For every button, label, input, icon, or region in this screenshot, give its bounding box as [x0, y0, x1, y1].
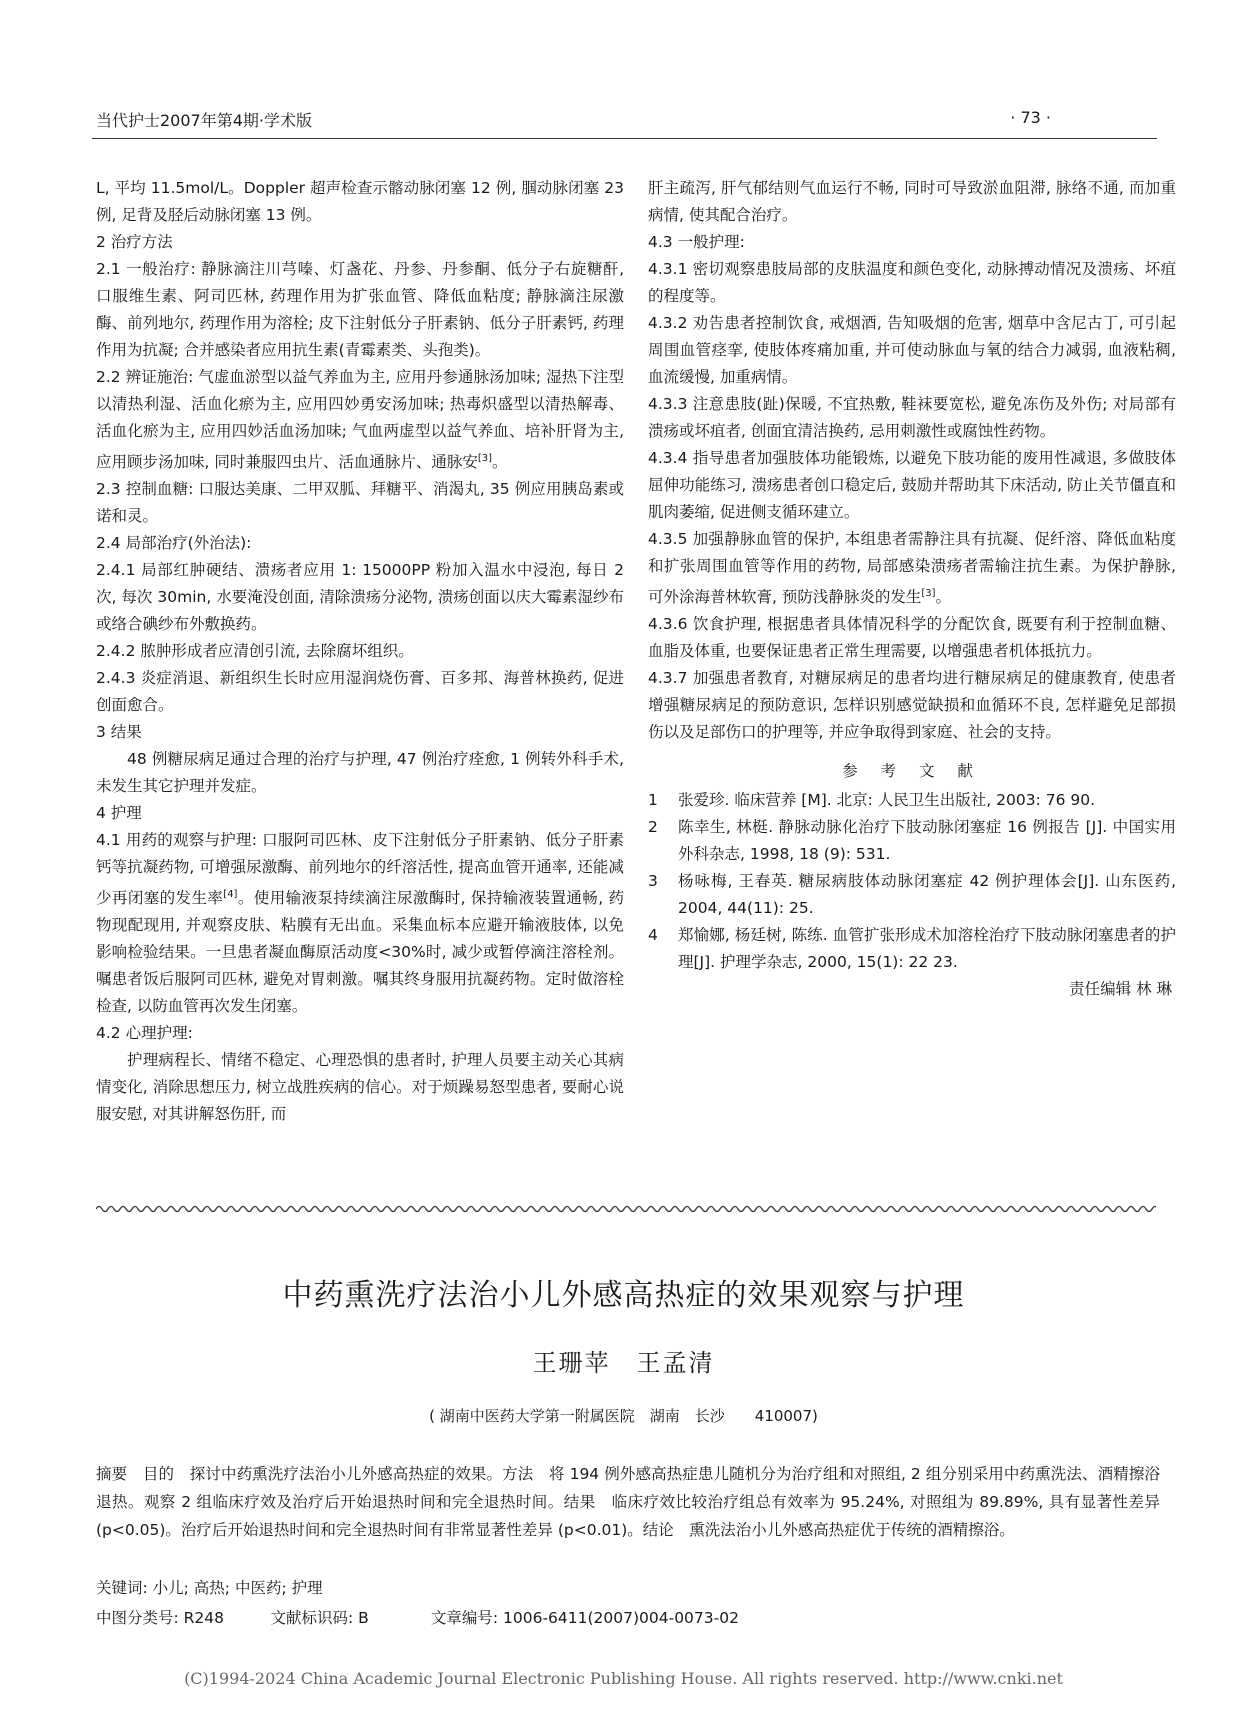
page-number: · 73 · — [1010, 108, 1051, 127]
section-heading: 4.2 心理护理: — [96, 1024, 193, 1043]
paragraph: 2.4.3 炎症消退、新组织生长时应用湿润烧伤膏、百多邦、海普林换药, 促进创面愈合。 — [96, 669, 624, 715]
citation-marker: [4] — [223, 889, 238, 901]
reference-text: 张爱珍. 临床营养 [M]. 北京: 人民卫生出版社, 2003: 76 90. — [678, 791, 1096, 810]
reference-list — [648, 787, 1176, 976]
responsible-editor: 责任编辑 林 琳 — [1069, 980, 1172, 999]
paragraph: 护理病程长、情绪不稳定、心理恐惧的患者时, 护理人员要主动关心其病情变化, 消除思想压力, 树立战胜疾病的信心。对于烦躁易怒型患者, 要耐心说服安慰, 对其讲解怒伤肝, 而 — [96, 1051, 624, 1124]
paragraph: 2.1 一般治疗: 静脉滴注川芎嗪、灯盏花、丹参、丹参酮、低分子右旋糖酐, 口服维生素、阿司匹林, 药理作用为扩张血管、降低血粘度; 静脉滴注尿激酶、前列地尔, 药理作用为溶栓; 皮下注射低分子肝素钠、低分子肝素钙, 药理作用为抗凝; 合并感染者应用抗生素(青霉素类、头孢类)。 — [96, 260, 624, 359]
author-affiliation: ( 湖南中医药大学第一附属医院 湖南 长沙 410007) — [429, 1407, 818, 1425]
classification-line — [96, 1606, 739, 1628]
citation-marker: [3] — [921, 588, 936, 599]
paragraph: 肝主疏泻, 肝气郁结则气血运行不畅, 同时可导致淤血阻滞, 脉络不通, 而加重病情, 使其配合治疗。 — [648, 179, 1176, 224]
paragraph: L, 平均 11.5mol/L。Doppler 超声检查示髂动脉闭塞 12 例, 腘动脉闭塞 23 例, 足背及胫后动脉闭塞 13 例。 — [96, 179, 624, 224]
paragraph: 4.3.3 注意患肢(趾)保暖, 不宜热敷, 鞋袜要宽松, 避免冻伤及外伤; 对局部有溃疡或坏疽者, 创面宜清洁换药, 忌用刺激性或腐蚀性药物。 — [648, 395, 1176, 440]
reference-text: 杨咏梅, 王春英. 糖尿病肢体动脉闭塞症 42 例护理体会[J]. 山东医药, 2004, 44(11): 25. — [678, 872, 1176, 918]
paragraph: 2.4.1 局部红肿硬结、溃疡者应用 1: 15000PP 粉加入温水中浸泡, 每日 2 次, 每次 30min, 水要淹没创面, 清除溃疡分泌物, 溃疡创面以庆大霉素湿纱布或络合碘纱布外敷换药。 — [96, 561, 624, 634]
section-heading: 3 结果 — [96, 723, 142, 742]
copyright-notice: (C)1994-2024 China Academic Journal Electronic Publishing House. All rights reserved. http://www.cnki.net — [184, 1669, 1063, 1688]
paragraph: 2.4.2 脓肿形成者应清创引流, 去除腐坏组织。 — [96, 642, 414, 661]
section-heading: 4.3 一般护理: — [648, 233, 745, 251]
article-keywords: 关键词: 小儿; 高热; 中医药; 护理 — [96, 1579, 323, 1597]
header-rule — [92, 138, 1157, 139]
paragraph: 4.1 用药的观察与护理: 口服阿司匹林、皮下注射低分子肝素钠、低分子肝素钙等抗凝药物, 可增强尿激酶、前列地尔的纤溶活性, 提高血管开通率, 还能减少再闭塞的发生率[4]。使用输液泵持续滴注尿激酶时, 保持输液装置通畅, 药物现配现用, 并观察皮肤、粘膜有无出血。采集血标本应避开输液肢体, 以免影响检验结果。一旦患者凝血酶原活动度<30%时, 减少或暂停滴注溶栓剂。嘱患者饭后服阿司匹林, 避免对胃刺激。嘱其终身服用抗凝药物。定时做溶栓检查, 以防血管再次发生闭塞。 — [96, 831, 624, 1016]
reference-item — [648, 868, 1176, 922]
references-title: 参 考 文 献 — [842, 762, 982, 781]
right-column-body — [648, 175, 1176, 746]
reference-number: 4 — [648, 926, 658, 945]
paragraph: 2.3 控制血糖: 口服达美康、二甲双胍、拜糖平、消渴丸, 35 例应用胰岛素或诺和灵。 — [96, 480, 624, 526]
article-authors: 王珊苹 王孟清 — [532, 1349, 715, 1377]
left-column — [96, 175, 624, 1128]
article-number: 文章编号: 1006-6411(2007)004-0073-02 — [430, 1609, 739, 1627]
reference-item — [648, 787, 1176, 814]
right-column — [648, 175, 1176, 1003]
article-title: 中药熏洗疗法治小儿外感高热症的效果观察与护理 — [282, 1278, 965, 1313]
reference-number: 1 — [648, 791, 658, 810]
paragraph: 4.3.5 加强静脉血管的保护, 本组患者需静注具有抗凝、促纤溶、降低血粘度和扩张周围血管等作用的药物, 局部感染溃疡者需输注抗生素。为保护静脉, 可外涂海普林软膏, 预防浅静脉炎的发生[3]。 — [648, 530, 1176, 607]
document-code: 文献标识码: B — [270, 1609, 369, 1627]
paragraph: 4.3.7 加强患者教育, 对糖尿病足的患者均进行糖尿病足的健康教育, 使患者增强糖尿病足的预防意识, 怎样识别感觉缺损和血循环不良, 怎样避免足部损伤以及足部伤口的护理等, 并应争取得到家庭、社会的支持。 — [648, 669, 1176, 742]
reference-number: 2 — [648, 818, 658, 837]
section-heading: 2.4 局部治疗(外治法): — [96, 534, 252, 553]
section-heading: 2 治疗方法 — [96, 233, 173, 251]
section-divider — [96, 1203, 1156, 1215]
reference-text: 陈幸生, 林梃. 静脉动脉化治疗下肢动脉闭塞症 16 例报告 [J]. 中国实用外科杂志, 1998, 18 (9): 531. — [678, 818, 1176, 864]
article-abstract: 摘要 目的 探讨中药熏洗疗法治小儿外感高热症的效果。方法 将 194 例外感高热症患儿随机分为治疗组和对照组, 2 组分别采用中药熏洗法、酒精擦浴退热。观察 2 组临床疗效及治疗后开始退热时间和完全退热时间。结果 临床疗效比较治疗组总有效率为 95.24%, 对照组为 89.89%, 具有显著性差异 (p<0.05)。治疗后开始退热时间和完全退热时间有非常显著性差异 (p<0.01)。结论 熏洗法治小儿外感高热症优于传统的酒精擦浴。 — [96, 1465, 1160, 1539]
reference-text: 郑愉娜, 杨廷树, 陈练. 血管扩张形成术加溶栓治疗下肢动脉闭塞患者的护理[J]. 护理学杂志, 2000, 15(1): 22 23. — [678, 926, 1176, 972]
journal-header: 当代护士2007年第4期·学术版 — [96, 111, 312, 130]
paragraph: 4.3.2 劝告患者控制饮食, 戒烟酒, 告知吸烟的危害, 烟草中含尼古丁, 可引起周围血管痉挛, 使肢体疼痛加重, 并可使动脉血与氧的结合力减弱, 血液粘稠, 血流缓慢, 加重病情。 — [648, 314, 1176, 386]
paragraph: 2.2 辨证施治: 气虚血淤型以益气养血为主, 应用丹参通脉汤加味; 湿热下注型以清热利湿、活血化瘀为主, 应用四妙勇安汤加味; 热毒炽盛型以清热解毒、活血化瘀为主, 应用四妙活血汤加味; 气血两虚型以益气养血、培补肝肾为主, 应用顾步汤加味, 同时兼服四虫片、活血通脉片、通脉安[3]。 — [96, 368, 624, 472]
paragraph: 48 例糖尿病足通过合理的治疗与护理, 47 例治疗痊愈, 1 例转外科手术, 未发生其它护理并发症。 — [96, 750, 624, 796]
class-number: 中图分类号: R248 — [96, 1609, 225, 1627]
paragraph: 4.3.6 饮食护理, 根据患者具体情况科学的分配饮食, 既要有利于控制血糖、血脂及体重, 也要保证患者正常生理需要, 以增强患者机体抵抗力。 — [648, 615, 1176, 661]
reference-item — [648, 814, 1176, 868]
section-heading: 4 护理 — [96, 804, 142, 823]
citation-marker: [3] — [477, 453, 493, 464]
paragraph: 4.3.4 指导患者加强肢体功能锻炼, 以避免下肢功能的废用性减退, 多做肢体屈伸功能练习, 溃疡患者创口稳定后, 鼓励并帮助其下床活动, 防止关节僵直和肌肉萎缩, 促进侧支循环建立。 — [648, 449, 1176, 521]
reference-item — [648, 922, 1176, 976]
reference-number: 3 — [648, 872, 658, 891]
paragraph: 4.3.1 密切观察患肢局部的皮肤温度和颜色变化, 动脉搏动情况及溃疡、坏疽的程度等。 — [648, 260, 1176, 305]
